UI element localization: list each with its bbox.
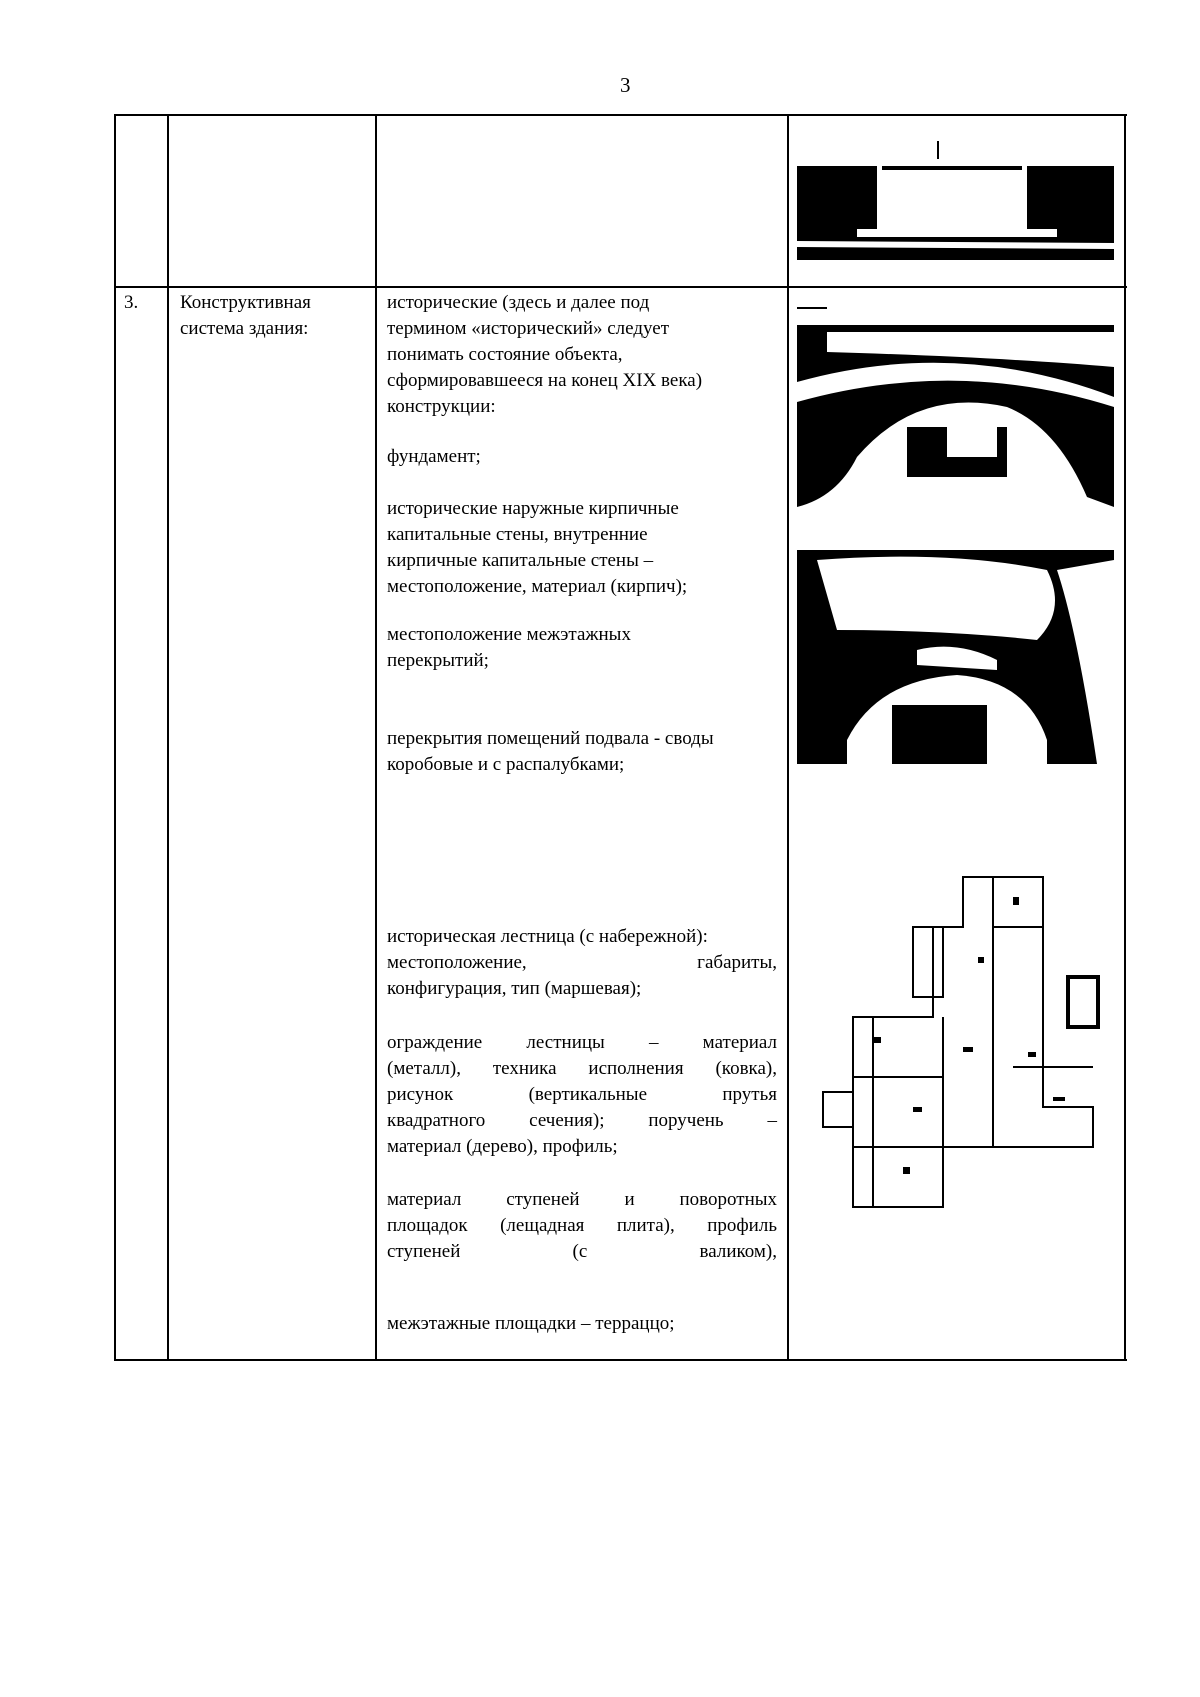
paragraph-line: капитальные стены, внутренние bbox=[387, 524, 648, 545]
description-paragraph bbox=[387, 726, 777, 778]
facade-photo bbox=[797, 141, 1114, 260]
paragraph-line: перекрытий; bbox=[387, 650, 489, 671]
description-paragraph bbox=[387, 444, 777, 470]
row-number: 3. bbox=[124, 292, 139, 313]
paragraph-line: межэтажные площадки – терраццо; bbox=[387, 1313, 675, 1334]
paragraph-line: исторические наружные кирпичные bbox=[387, 498, 679, 519]
page-number: 3 bbox=[620, 73, 631, 97]
column-divider bbox=[167, 114, 169, 1361]
description-paragraph bbox=[387, 1030, 777, 1160]
description-paragraph bbox=[387, 496, 777, 600]
description-paragraph bbox=[387, 924, 777, 1002]
table-border-left bbox=[114, 114, 116, 1361]
basement-vault-photo bbox=[797, 307, 1114, 526]
paragraph-line: кирпичные капитальные стены – bbox=[387, 550, 654, 571]
row-divider bbox=[115, 286, 1127, 288]
floor-plan-drawing bbox=[813, 867, 1103, 1232]
paragraph-line: термином «исторический» следует bbox=[387, 318, 670, 339]
paragraph-line: местоположение, материал (кирпич); bbox=[387, 576, 688, 597]
paragraph-line: конструкции: bbox=[387, 396, 496, 417]
paragraph-line: площадок (лещадная плита), профиль bbox=[387, 1215, 777, 1236]
paragraph-line: местоположение межэтажных bbox=[387, 624, 631, 645]
table-border-bottom bbox=[115, 1359, 1127, 1361]
paragraph-line: конфигурация, тип (маршевая); bbox=[387, 978, 642, 999]
description-paragraph bbox=[387, 622, 777, 674]
vault-doorway-photo bbox=[797, 550, 1114, 764]
paragraph-line: перекрытия помещений подвала - своды bbox=[387, 728, 714, 749]
table-border-right bbox=[1124, 114, 1126, 1361]
paragraph-line: рисунок (вертикальные прутья bbox=[387, 1084, 777, 1105]
row-title bbox=[180, 290, 311, 342]
paragraph-line: понимать состояние объекта, bbox=[387, 344, 623, 365]
row-title-line: Конструктивная bbox=[180, 292, 311, 313]
paragraph-line: квадратного сечения); поручень – bbox=[387, 1110, 777, 1131]
row-title-line: система здания: bbox=[180, 318, 309, 339]
paragraph-line: исторические (здесь и далее под bbox=[387, 292, 650, 313]
paragraph-line: сформировавшееся на конец XIX века) bbox=[387, 370, 703, 391]
column-divider bbox=[787, 114, 789, 1361]
description-paragraph bbox=[387, 1187, 777, 1265]
description-paragraph bbox=[387, 1311, 777, 1337]
paragraph-line: материал (дерево), профиль; bbox=[387, 1136, 618, 1157]
paragraph-line: историческая лестница (с набережной): bbox=[387, 926, 708, 947]
paragraph-line: фундамент; bbox=[387, 446, 481, 467]
table-border-top bbox=[115, 114, 1127, 116]
paragraph-line: местоположение, габариты, bbox=[387, 952, 777, 973]
paragraph-line: коробовые и с распалубками; bbox=[387, 754, 625, 775]
description-paragraph bbox=[387, 290, 777, 420]
paragraph-line: ступеней (с валиком), bbox=[387, 1241, 777, 1262]
paragraph-line: (металл), техника исполнения (ковка), bbox=[387, 1058, 777, 1079]
column-divider bbox=[375, 114, 377, 1361]
paragraph-line: ограждение лестницы – материал bbox=[387, 1032, 777, 1053]
paragraph-line: материал ступеней и поворотных bbox=[387, 1189, 777, 1210]
